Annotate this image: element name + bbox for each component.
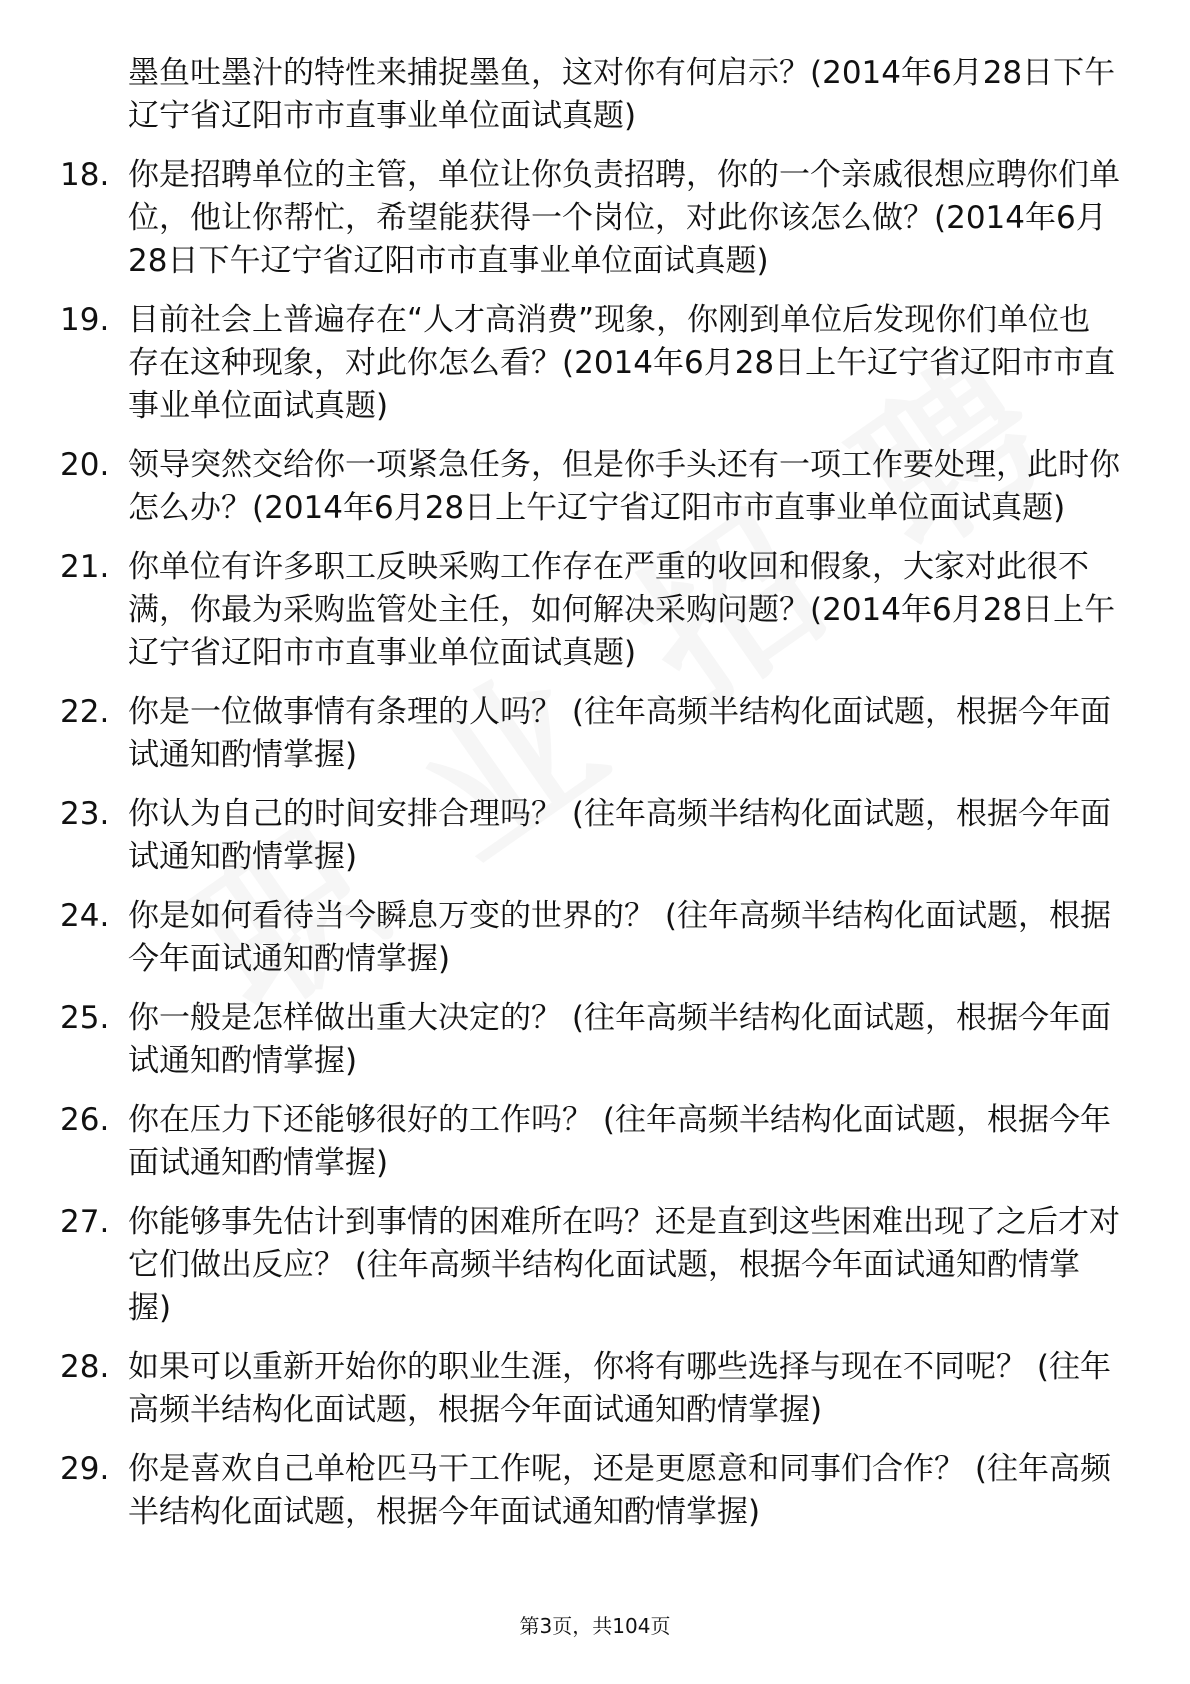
list-item bbox=[60, 793, 1140, 879]
spacer bbox=[60, 283, 1140, 299]
list-item bbox=[60, 444, 1140, 530]
item-number: 29. bbox=[60, 1451, 110, 1487]
item-text: 你单位有许多职工反映采购工作存在严重的收回和假象，大家对此很不满，你最为采购监管处主任，如何解决采购问题？(2014年6月28日上午辽宁省辽阳市市直事业单位面试真题) bbox=[128, 549, 1116, 671]
item-number: 21. bbox=[60, 549, 110, 585]
item-text: 你一般是怎样做出重大决定的？ (往年高频半结构化面试题，根据今年面试通知酌情掌握) bbox=[128, 1000, 1111, 1079]
list-item bbox=[60, 1099, 1140, 1185]
spacer bbox=[60, 138, 1140, 154]
list-item bbox=[60, 299, 1140, 428]
list-item bbox=[60, 154, 1140, 283]
item-text: 目前社会上普遍存在“人才高消费”现象，你刚到单位后发现你们单位也存在这种现象，对此你怎么看？(2014年6月28日上午辽宁省辽阳市市直事业单位面试真题) bbox=[128, 302, 1116, 424]
spacer bbox=[60, 675, 1140, 691]
item-text: 你是如何看待当今瞬息万变的世界的？ (往年高频半结构化面试题，根据今年面试通知酌情掌握) bbox=[128, 898, 1111, 977]
list-item bbox=[60, 546, 1140, 675]
page-footer: 第3页，共104页 bbox=[519, 1614, 671, 1638]
item-text: 你能够事先估计到事情的困难所在吗？还是直到这些困难出现了之后才对它们做出反应？ (往年高频半结构化面试题，根据今年面试通知酌情掌握) bbox=[128, 1204, 1120, 1326]
spacer bbox=[60, 1185, 1140, 1201]
list-item bbox=[60, 895, 1140, 981]
item-text: 墨鱼吐墨汁的特性来捕捉墨鱼，这对你有何启示？(2014年6月28日下午辽宁省辽阳市市直事业单位面试真题) bbox=[128, 55, 1116, 134]
item-number: 20. bbox=[60, 447, 110, 483]
spacer bbox=[60, 1083, 1140, 1099]
list-item bbox=[60, 997, 1140, 1083]
item-text: 如果可以重新开始你的职业生涯，你将有哪些选择与现在不同呢？ (往年高频半结构化面试题，根据今年面试通知酌情掌握) bbox=[128, 1349, 1111, 1428]
spacer bbox=[60, 428, 1140, 444]
item-number: 23. bbox=[60, 796, 110, 832]
spacer bbox=[60, 1330, 1140, 1346]
spacer bbox=[60, 777, 1140, 793]
item-text: 你认为自己的时间安排合理吗？ (往年高频半结构化面试题，根据今年面试通知酌情掌握) bbox=[128, 796, 1111, 875]
item-number: 22. bbox=[60, 694, 110, 730]
item-number: 19. bbox=[60, 302, 110, 338]
list-item bbox=[60, 691, 1140, 777]
list-item bbox=[60, 52, 1140, 138]
item-text: 你在压力下还能够很好的工作吗？ (往年高频半结构化面试题，根据今年面试通知酌情掌握) bbox=[128, 1102, 1111, 1181]
item-number: 28. bbox=[60, 1349, 110, 1385]
list-item bbox=[60, 1201, 1140, 1330]
item-number: 18. bbox=[60, 157, 110, 193]
list-item bbox=[60, 1346, 1140, 1432]
spacer bbox=[60, 981, 1140, 997]
question-list bbox=[60, 52, 1140, 1534]
spacer bbox=[60, 530, 1140, 546]
item-number: 25. bbox=[60, 1000, 110, 1036]
item-text: 领导突然交给你一项紧急任务，但是你手头还有一项工作要处理，此时你怎么办？(2014年6月28日上午辽宁省辽阳市市直事业单位面试真题) bbox=[128, 447, 1120, 526]
item-number: 26. bbox=[60, 1102, 110, 1138]
item-text: 你是喜欢自己单枪匹马干工作呢，还是更愿意和同事们合作？ (往年高频半结构化面试题，根据今年面试通知酌情掌握) bbox=[128, 1451, 1111, 1530]
item-text: 你是招聘单位的主管，单位让你负责招聘，你的一个亲戚很想应聘你们单位，他让你帮忙，希望能获得一个岗位，对此你该怎么做？(2014年6月28日下午辽宁省辽阳市市直事业单位面试真题) bbox=[128, 157, 1120, 279]
spacer bbox=[60, 879, 1140, 895]
item-number: 24. bbox=[60, 898, 110, 934]
list-item bbox=[60, 1448, 1140, 1534]
item-text: 你是一位做事情有条理的人吗？ (往年高频半结构化面试题，根据今年面试通知酌情掌握) bbox=[128, 694, 1111, 773]
spacer bbox=[60, 1432, 1140, 1448]
item-number: 27. bbox=[60, 1204, 110, 1240]
